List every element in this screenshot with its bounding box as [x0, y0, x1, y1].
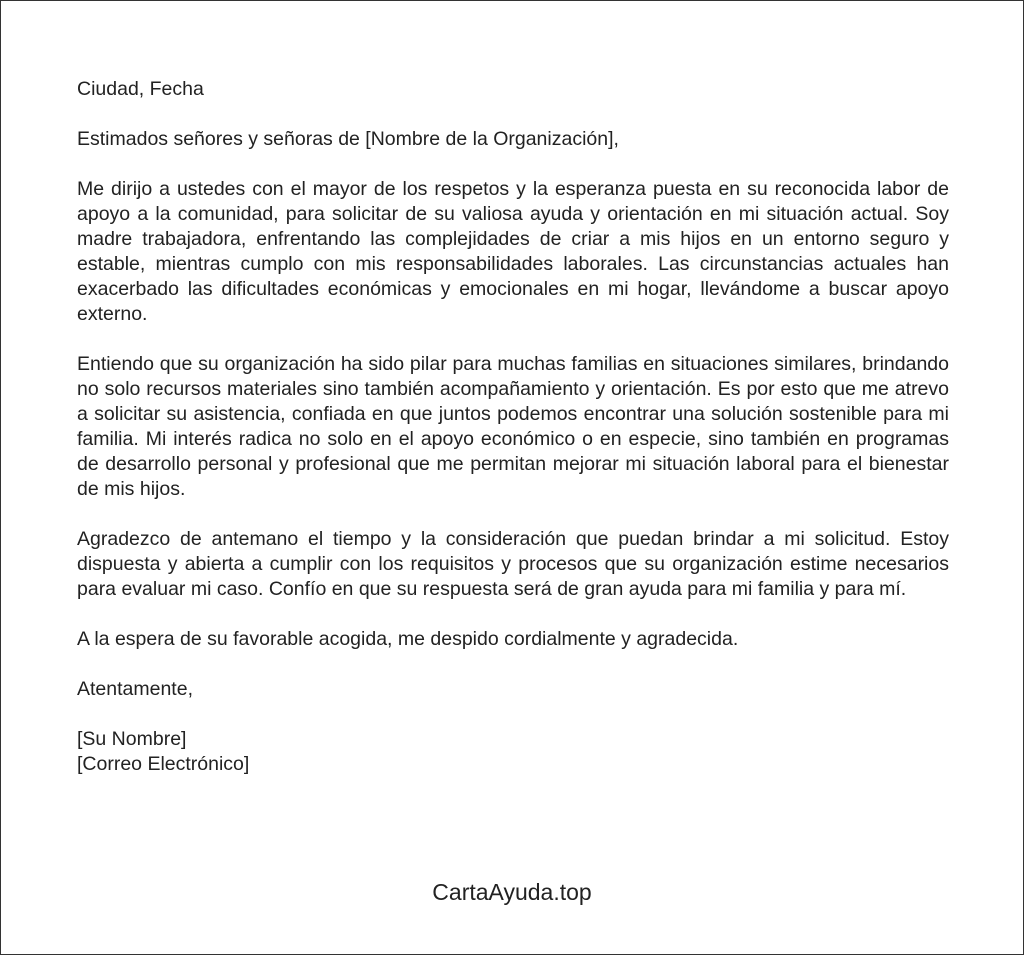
footer-site-name: CartaAyuda.top	[432, 879, 592, 905]
signature-name: [Su Nombre]	[77, 728, 187, 750]
paragraph-farewell: A la espera de su favorable acogida, me despido cordialmente y agradecida.	[77, 628, 739, 650]
letter-body	[77, 77, 949, 777]
paragraph-gratitude: Agradezco de antemano el tiempo y la consideración que puedan brindar a mi solicitud. Estoy dispuesta y abierta a cumplir con los requisitos y procesos que su organización estime necesarios para evaluar mi caso. Confío en que su respuesta será de gran ayuda para mi familia y para mí.	[77, 528, 949, 600]
place-date-line: Ciudad, Fecha	[77, 78, 204, 100]
signature-block	[77, 727, 949, 777]
salutation: Estimados señores y señoras de [Nombre de la Organización],	[77, 128, 619, 150]
signature-email: [Correo Electrónico]	[77, 753, 250, 775]
paragraph-request: Me dirijo a ustedes con el mayor de los respetos y la esperanza puesta en su reconocida labor de apoyo a la comunidad, para solicitar de su valiosa ayuda y orientación en mi situación actual. Soy madre trabajadora, enfrentando las complejidades de criar a mis hijos en un entorno seguro y estable, mientras cumplo con mis responsabilidades laborales. Las circunstancias actuales han exacerbado las dificultades económicas y emocionales en mi hogar, llevándome a buscar apoyo externo.	[77, 178, 949, 325]
closing: Atentamente,	[77, 678, 193, 700]
paragraph-organization: Entiendo que su organización ha sido pilar para muchas familias en situaciones similares, brindando no solo recursos materiales sino también acompañamiento y orientación. Es por esto que me atrevo a solicitar su asistencia, confiada en que juntos podemos encontrar una solución sostenible para mi familia. Mi interés radica no solo en el apoyo económico o en especie, sino también en programas de desarrollo personal y profesional que me permitan mejorar mi situación laboral para el bienestar de mis hijos.	[77, 353, 949, 500]
